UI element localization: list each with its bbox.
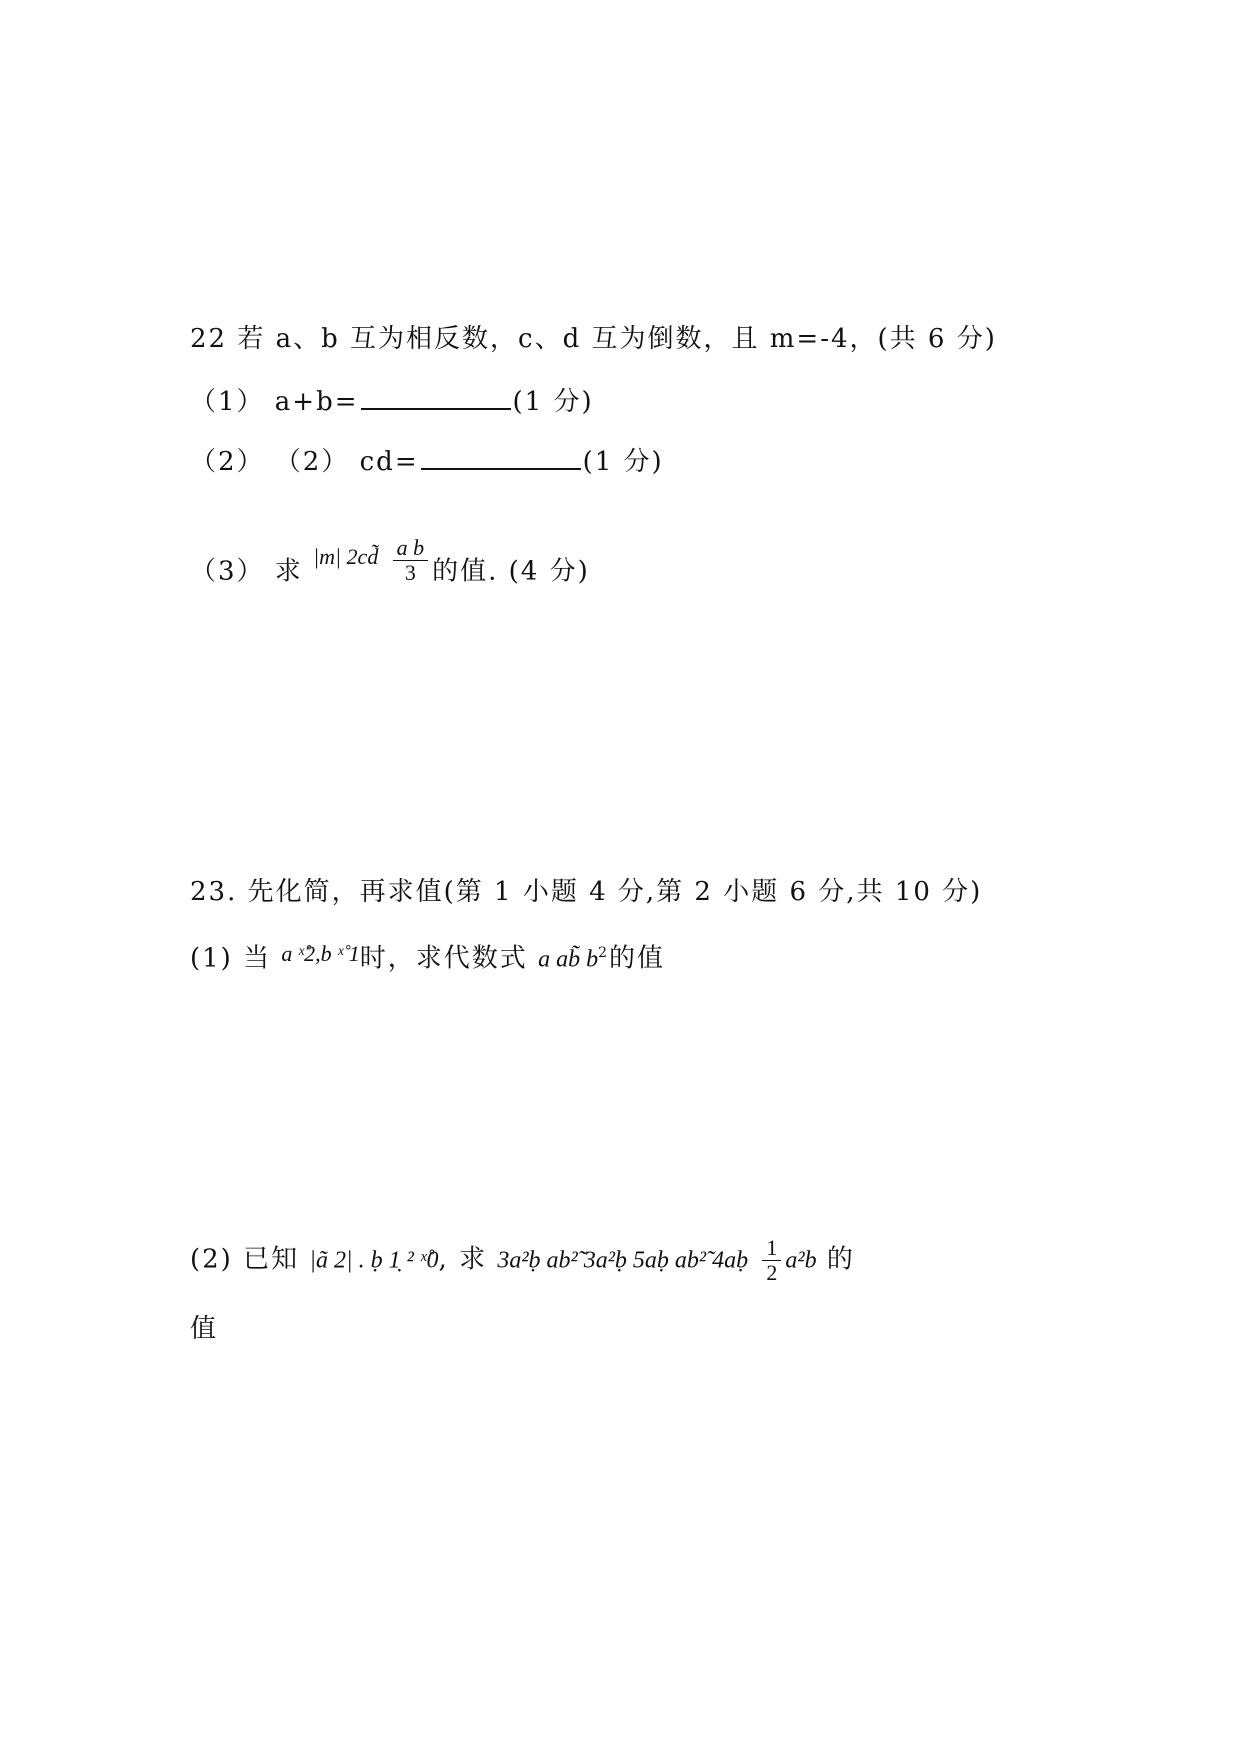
fraction-numerator: 1	[762, 1236, 781, 1261]
q23-part1-prefix: (1) 当	[190, 943, 272, 974]
q22-part1-points: (1 分)	[512, 387, 594, 417]
q23-part2-continuation: 值	[190, 1314, 219, 1344]
fraction-denominator: 3	[404, 560, 416, 585]
q22-part3-fraction	[393, 536, 429, 585]
q23-part2-condition: |ã 2| . ḅ 1̣ ² ˣ̊0	[309, 1247, 439, 1274]
q23-part1-superscript: 2	[598, 945, 609, 961]
q23-part1-expression: a ab̃ b	[538, 946, 599, 973]
q22-part1	[190, 382, 594, 418]
q23-part2-mid: , 求	[438, 1244, 488, 1275]
q22-part3-tail: 的值. (4 分)	[432, 556, 590, 587]
q22-part2-label: （2） （2） cd=	[190, 447, 419, 477]
q23-title: 23. 先化简，再求值(第 1 小题 4 分,第 2 小题 6 分,共 10 分)	[190, 877, 983, 907]
q22-title: 22 若 a、b 互为相反数，c、d 互为倒数，且 m=-4，(共 6 分)	[190, 324, 997, 354]
q23-part2-prefix: (2) 已知	[190, 1244, 300, 1275]
q22-part3-label: （3） 求	[190, 556, 303, 587]
q22-part2	[190, 442, 664, 478]
q23-part2-expression: 3a²ḅ ab²̃ 3a²ḅ 5aḅ ab²̃ 4aḅ	[497, 1247, 749, 1274]
fraction-numerator: a b	[393, 536, 429, 561]
q23-part1-mid: 时，求代数式	[359, 943, 528, 974]
answer-blank-1[interactable]	[361, 382, 511, 410]
q22-part1-label: （1） a+b=	[190, 387, 359, 417]
q23-part2-fraction	[762, 1236, 781, 1285]
answer-blank-2[interactable]	[421, 442, 581, 470]
q22-part3	[190, 535, 590, 597]
q23-part2	[190, 1236, 855, 1285]
q23-part2-tail: 的	[826, 1244, 855, 1275]
q23-part2-expression-end: a²b	[785, 1247, 817, 1274]
q23-part1-tail: 的值	[609, 943, 666, 974]
q23-part1	[190, 937, 665, 976]
fraction-denominator: 2	[766, 1260, 778, 1285]
q23-part1-condition: a ˣ̊2,b ˣ̊ 1	[281, 940, 360, 966]
q22-part2-points: (1 分)	[582, 447, 664, 477]
q22-part3-expression: |m| 2cd̃	[313, 543, 379, 569]
